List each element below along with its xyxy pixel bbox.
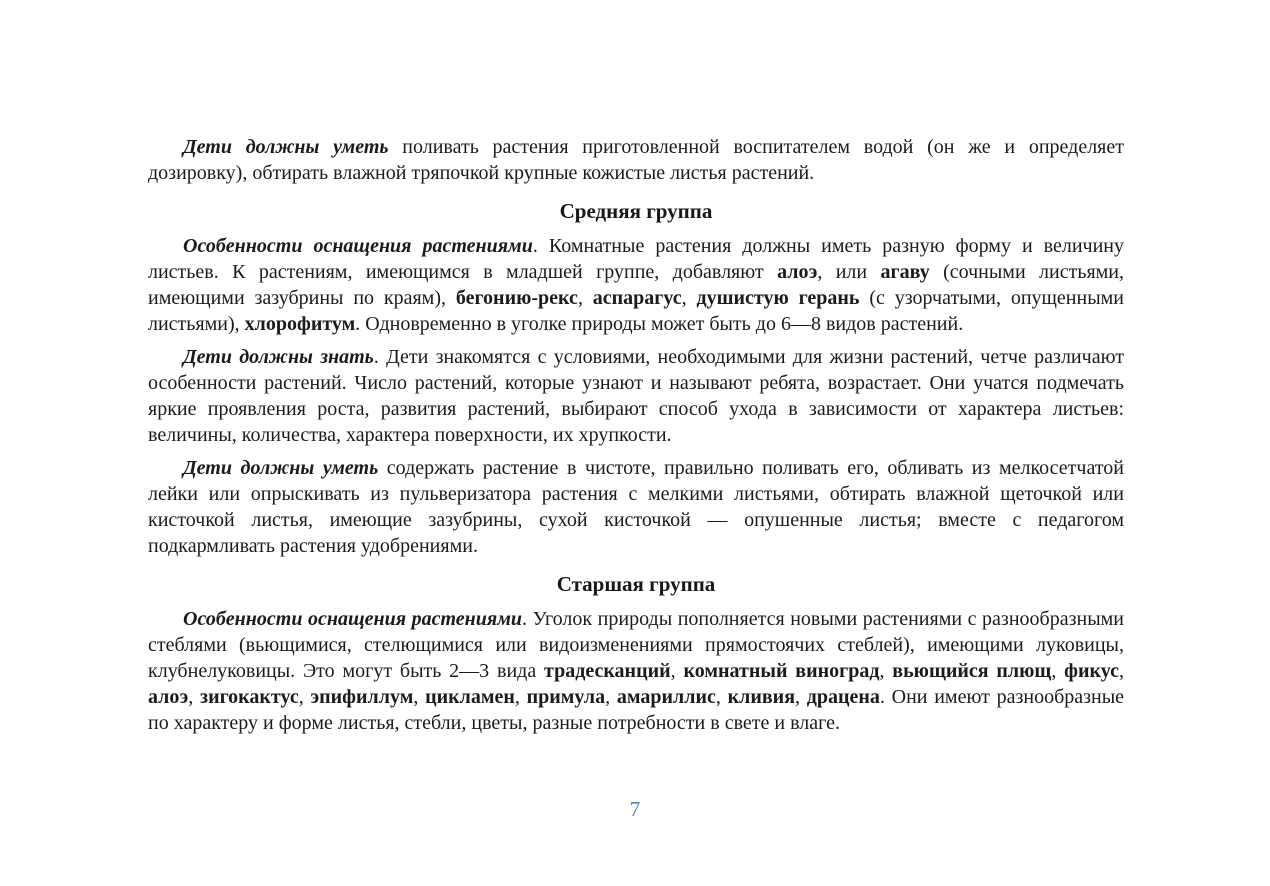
paragraph	[148, 455, 1124, 559]
emphasized-term: алоэ	[777, 261, 818, 283]
paragraph-text: . Дети знакомятся с условиями, необходимыми для жизни растений, четче различают особенности растений. Число растений, которые узнают и называют ребята, возрастает. Они учатся подмечать яркие проявления роста, развития растений, выбирают способ ухода в зависимости от характера листьев: величины, количества, характера поверхности, их хрупкости.	[148, 346, 1124, 446]
paragraph	[148, 134, 1124, 186]
emphasized-term: примула	[526, 686, 606, 708]
emphasized-term: алоэ	[148, 686, 189, 708]
paragraph-text: ,	[413, 686, 426, 708]
paragraph	[148, 233, 1124, 337]
page-body	[148, 134, 1124, 743]
emphasized-term: вьющийся плющ	[892, 660, 1052, 682]
paragraph-text: ,	[577, 287, 593, 309]
paragraph-lead-in: Дети должны уметь	[183, 136, 389, 158]
paragraph-text: содержать растение в чистоте, правильно поливать его, обливать из мелкосетчатой лейки или опрыскивать из пульверизатора растения с мелкими листьями, обтирать влажной щеточкой или кисточкой листья, имеющие зазубрины, сухой кисточкой — опушенные листья; вместе с педагогом подкармливать растения удобрениями.	[148, 457, 1124, 557]
emphasized-term: цикламен	[425, 686, 515, 708]
paragraph-text: (сочными листьями, имеющими зазубрины по краям),	[148, 261, 1125, 309]
section-heading: Средняя группа	[559, 199, 713, 223]
paragraph-text: ,	[715, 686, 728, 708]
paragraph-lead-in: Особенности оснащения растениями	[183, 608, 523, 630]
paragraph-text: ,	[188, 686, 201, 708]
emphasized-term: драцена	[806, 686, 880, 708]
paragraph-text: . Они имеют разнообразные по характеру и форме листья, стебли, цветы, разные потребности в свете и влаге.	[148, 686, 1125, 734]
emphasized-term: эпифиллум	[310, 686, 414, 708]
paragraph-lead-in: Дети должны знать	[183, 346, 374, 368]
paragraph-text: ,	[670, 660, 684, 682]
paragraph-text: (с узорчатыми, опущенными листьями),	[148, 287, 1125, 335]
paragraph-text: ,	[605, 686, 617, 708]
paragraph-text: ,	[1119, 660, 1125, 682]
paragraph	[148, 606, 1124, 736]
paragraph-text: поливать растения приготовленной воспитателем водой (он же и определяет дозировку), обтирать влажной тряпочкой крупные кожистые листья растений.	[148, 136, 1125, 184]
emphasized-term: фикус	[1064, 660, 1120, 682]
emphasized-term: бегонию-рекс	[455, 287, 578, 309]
paragraph-text: ,	[879, 660, 893, 682]
emphasized-term: душистую герань	[696, 287, 860, 309]
emphasized-term: хлорофитум	[244, 313, 356, 335]
emphasized-term: амариллис	[616, 686, 716, 708]
emphasized-term: комнатный виноград	[683, 660, 880, 682]
emphasized-term: зигокактус	[200, 686, 299, 708]
section-heading: Старшая группа	[556, 572, 716, 596]
paragraph-text: ,	[681, 287, 697, 309]
paragraph-text: , или	[817, 261, 881, 283]
paragraph	[148, 344, 1124, 448]
paragraph-text: . Комнатные растения должны иметь разную форму и величину листьев. К растениям, имеющимся в младшей группе, добавляют	[148, 235, 1125, 283]
paragraph-text: ,	[795, 686, 807, 708]
paragraph-text: . Одновременно в уголке природы может быть до 6—8 видов растений.	[355, 313, 964, 335]
emphasized-term: аспарагус	[592, 287, 682, 309]
paragraph-text: ,	[1051, 660, 1065, 682]
emphasized-term: традесканций	[544, 660, 671, 682]
paragraph-lead-in: Особенности оснащения растениями	[183, 235, 533, 257]
emphasized-term: кливия	[727, 686, 796, 708]
emphasized-term: агаву	[880, 261, 930, 283]
page-number: 7	[629, 797, 641, 821]
paragraph-lead-in: Дети должны уметь	[183, 457, 379, 479]
paragraph-text: ,	[514, 686, 527, 708]
paragraph-text: ,	[298, 686, 311, 708]
paragraph-text: . Уголок природы пополняется новыми растениями с разнообразными стеблями (вьющимися, стелющимися или видоизменениями прямостоячих стеблей), имеющими луковицы, клубнелуковицы. Это могут быть 2—3 вида	[148, 608, 1124, 682]
